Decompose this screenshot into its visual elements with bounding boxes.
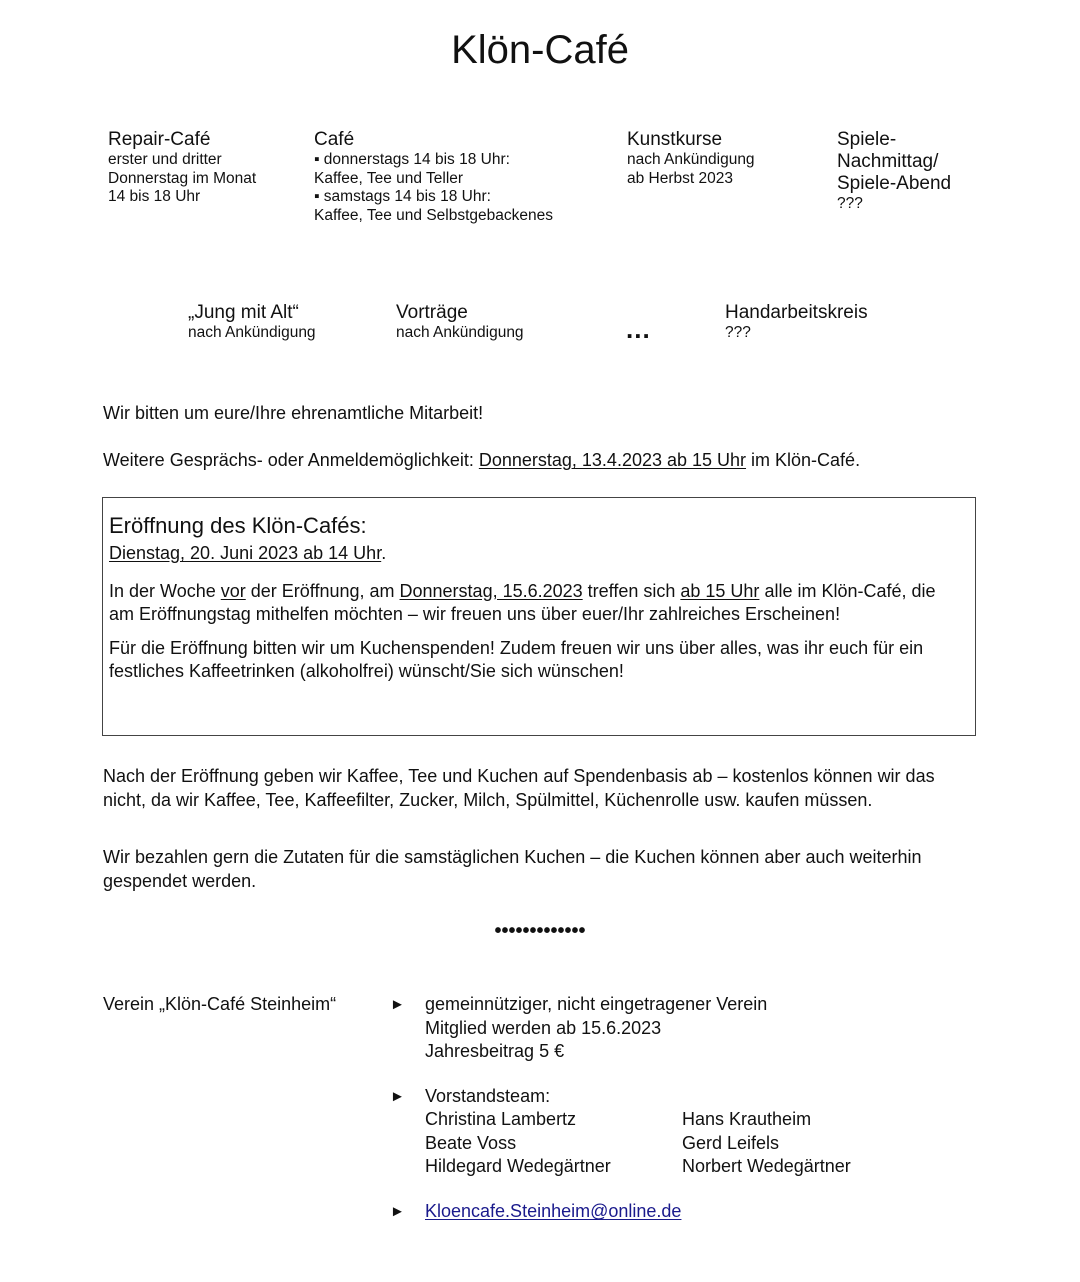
offer-heading: Café [314,129,355,150]
opening-box [102,497,976,736]
offer-heading: Spiele-Abend [837,173,952,194]
text-run: alle im Klön-Café, die am Eröffnungstag mithelfen möchten – wir freuen uns über euer/Ihr zahlreiches Erscheinen! [109,580,936,624]
offer-repair-cafe [108,129,256,207]
board-member: Hans Krautheim [682,1109,812,1129]
emphasis-vor: vor [220,580,246,601]
offer-cafe [314,129,553,225]
offer-line: ??? [837,195,863,212]
offer-heading: Repair-Café [108,129,211,150]
board-members-left [425,1108,611,1179]
board-member: Beate Voss [425,1132,517,1153]
association-info [425,993,767,1064]
board-member: Hildegard Wedegärtner [425,1156,611,1176]
info-line: gemeinnütziger, nicht eingetragener Verein [425,994,768,1014]
offer-line: 14 bis 18 Uhr [108,188,201,205]
offer-line: nach Ankündigung [188,324,316,341]
offer-line: Donnerstag im Monat [108,169,257,187]
offer-line: nach Ankündigung [627,151,755,168]
opening-title: Eröffnung des Klön-Cafés: [109,513,367,538]
separator-dots: ••••••••••••• [494,920,586,942]
text-run: der Eröffnung, am [245,580,400,601]
offer-heading: Handarbeitskreis [725,302,868,323]
offer-heading: Vorträge [396,302,468,323]
offer-line: ▪ samstags 14 bis 18 Uhr: [314,188,491,205]
offer-line: ab Herbst 2023 [627,169,733,187]
text-run: In der Woche [109,580,221,601]
association-name: Verein „Klön-Café Steinheim“ [103,994,337,1014]
opening-paragraph-helpers [109,580,959,627]
contact-date: Donnerstag, 13.4.2023 ab 15 Uhr [478,450,747,470]
offer-line: Kaffee, Tee und Teller [314,169,464,187]
offer-spiele [837,129,951,214]
opening-date: Dienstag, 20. Juni 2023 ab 14 Uhr [109,543,382,563]
offer-jung-mit-alt [188,302,316,343]
offer-heading: Spiele- [837,129,897,150]
info-line: Jahresbeitrag 5 € [425,1041,565,1061]
bullet-icon: ► [390,996,405,1013]
offer-heading: „Jung mit Alt“ [188,302,299,323]
board-members-right [682,1108,851,1179]
contact-prefix: Weitere Gesprächs- oder Anmeldemöglichkeit: [103,450,479,470]
offer-line: erster und dritter [108,151,222,168]
offer-line: Kaffee, Tee und Selbstgebackenes [314,206,554,224]
offer-line: nach Ankündigung [396,324,524,341]
contact-line [103,449,860,473]
offer-line: ??? [725,324,751,341]
volunteer-appeal: Wir bitten um eure/Ihre ehrenamtliche Mitarbeit! [103,403,484,423]
bullet-icon: ► [390,1203,405,1220]
helper-meeting-date: Donnerstag, 15.6.2023 [399,580,583,601]
opening-paragraph-cake: Für die Eröffnung bitten wir um Kuchenspenden! Zudem freuen wir uns über alles, was ihr euch für ein festliches Kaffeetrinken (alkoholfrei) wünscht/Sie sich wünschen! [109,637,924,681]
offer-kunstkurse [627,129,755,188]
offer-line: ▪ donnerstags 14 bis 18 Uhr: [314,151,510,168]
contact-suffix: im Klön-Café. [746,450,861,470]
email-link[interactable]: Kloencafe.Steinheim@online.de [425,1201,682,1221]
ellipsis-more-offers: ... [626,314,651,344]
opening-date-line [109,542,959,566]
offer-heading: Kunstkurse [627,129,723,150]
after-opening-paragraph: Nach der Eröffnung geben wir Kaffee, Tee und Kuchen auf Spendenbasis ab – kostenlos können wir das nicht, da wir Kaffee, Tee, Kaffeefilter, Zucker, Milch, Spülmittel, Küchenrolle usw. kaufen müssen. [103,766,935,810]
text-run: treffen sich [582,580,681,601]
offer-heading: Nachmittag/ [837,151,939,172]
helper-meeting-time: ab 15 Uhr [680,580,760,601]
offer-vortraege [396,302,524,343]
opening-date-suffix: . [381,543,387,563]
page-title: Klön-Café [451,28,629,72]
board-title: Vorstandsteam: [425,1086,551,1106]
board-member: Norbert Wedegärtner [682,1156,851,1176]
offer-handarbeitskreis [725,302,868,343]
bullet-icon: ► [390,1088,405,1105]
board-member: Gerd Leifels [682,1132,780,1153]
info-line: Mitglied werden ab 15.6.2023 [425,1017,662,1038]
ingredients-paragraph: Wir bezahlen gern die Zutaten für die samstäglichen Kuchen – die Kuchen können aber auch weiterhin gespendet werden. [103,847,922,891]
board-member: Christina Lambertz [425,1109,577,1129]
